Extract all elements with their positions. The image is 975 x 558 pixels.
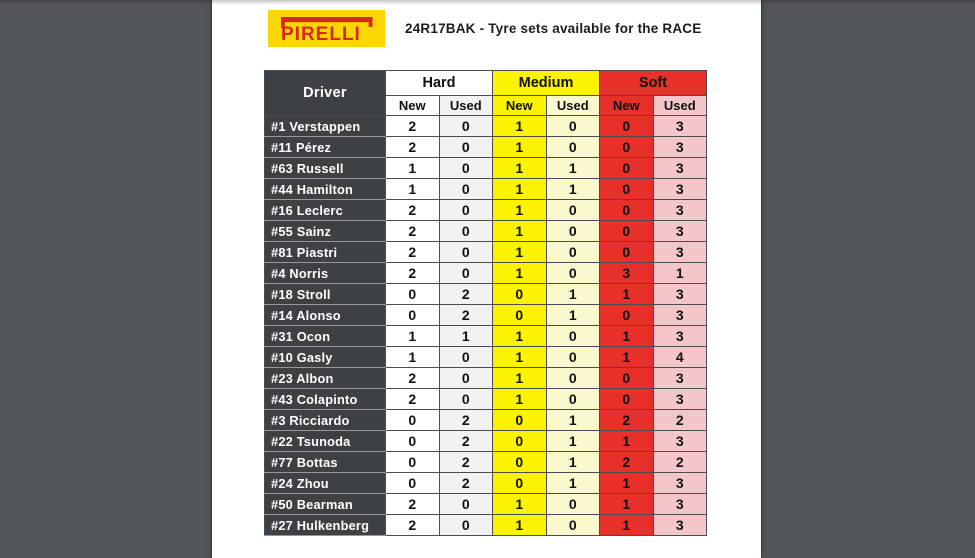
tyre-count-hard_new: 0	[386, 305, 440, 326]
tyre-count-hard_used: 0	[439, 368, 493, 389]
tyre-count-med_new: 0	[493, 473, 547, 494]
tyre-count-hard_new: 0	[386, 284, 440, 305]
tyre-count-med_used: 0	[546, 263, 600, 284]
tyre-count-hard_used: 0	[439, 389, 493, 410]
tyre-count-soft_used: 3	[653, 389, 707, 410]
tyre-count-soft_used: 3	[653, 431, 707, 452]
tyre-count-soft_new: 0	[600, 137, 654, 158]
tyre-count-med_new: 1	[493, 200, 547, 221]
tyre-count-hard_new: 2	[386, 137, 440, 158]
tyre-count-soft_new: 2	[600, 452, 654, 473]
tyre-count-soft_used: 2	[653, 410, 707, 431]
table-row	[265, 494, 707, 515]
driver-name: #11 Pérez	[265, 137, 386, 158]
tyre-count-soft_used: 3	[653, 515, 707, 536]
tyre-count-hard_new: 2	[386, 200, 440, 221]
tyre-count-med_used: 1	[546, 452, 600, 473]
driver-name: #55 Sainz	[265, 221, 386, 242]
tyre-count-hard_new: 1	[386, 179, 440, 200]
tyre-count-soft_used: 1	[653, 263, 707, 284]
tyre-count-med_used: 0	[546, 137, 600, 158]
tyre-count-hard_used: 0	[439, 200, 493, 221]
tyre-count-soft_used: 3	[653, 179, 707, 200]
tyre-count-soft_new: 2	[600, 410, 654, 431]
tyre-count-hard_used: 0	[439, 515, 493, 536]
tyre-count-soft_used: 2	[653, 452, 707, 473]
tyre-count-hard_new: 1	[386, 158, 440, 179]
tyre-count-med_used: 0	[546, 242, 600, 263]
tyre-count-soft_new: 1	[600, 347, 654, 368]
tyre-count-hard_new: 0	[386, 473, 440, 494]
driver-name: #3 Ricciardo	[265, 410, 386, 431]
table-row	[265, 200, 707, 221]
tyre-count-hard_used: 2	[439, 305, 493, 326]
table-row	[265, 452, 707, 473]
tyre-count-soft_used: 3	[653, 158, 707, 179]
driver-name: #23 Albon	[265, 368, 386, 389]
tyre-count-med_new: 1	[493, 263, 547, 284]
tyre-count-med_used: 0	[546, 200, 600, 221]
tyre-count-soft_new: 1	[600, 431, 654, 452]
tyre-count-hard_used: 1	[439, 326, 493, 347]
soft-new-header: New	[600, 96, 654, 116]
tyre-count-med_new: 1	[493, 221, 547, 242]
driver-name: #43 Colapinto	[265, 389, 386, 410]
table-row	[265, 116, 707, 137]
tyre-count-soft_new: 0	[600, 179, 654, 200]
tyre-count-hard_new: 0	[386, 410, 440, 431]
tyre-count-med_new: 0	[493, 452, 547, 473]
tyre-count-hard_used: 2	[439, 473, 493, 494]
driver-name: #44 Hamilton	[265, 179, 386, 200]
tyre-count-soft_used: 3	[653, 284, 707, 305]
tyre-count-med_used: 1	[546, 179, 600, 200]
tyre-count-med_new: 0	[493, 305, 547, 326]
tyre-count-hard_new: 1	[386, 347, 440, 368]
tyre-count-soft_new: 1	[600, 326, 654, 347]
table-row	[265, 242, 707, 263]
tyre-count-soft_used: 3	[653, 368, 707, 389]
tyre-count-soft_new: 0	[600, 221, 654, 242]
table-row	[265, 137, 707, 158]
driver-name: #1 Verstappen	[265, 116, 386, 137]
tyre-count-hard_used: 0	[439, 221, 493, 242]
tyre-count-med_new: 0	[493, 284, 547, 305]
tyre-count-soft_new: 1	[600, 473, 654, 494]
driver-name: #16 Leclerc	[265, 200, 386, 221]
tyre-count-hard_used: 0	[439, 116, 493, 137]
tyre-count-med_new: 1	[493, 179, 547, 200]
medium-new-header: New	[493, 96, 547, 116]
tyre-count-soft_new: 0	[600, 368, 654, 389]
tyre-count-med_used: 1	[546, 473, 600, 494]
driver-name: #81 Piastri	[265, 242, 386, 263]
tyre-count-med_used: 1	[546, 410, 600, 431]
tyre-count-med_used: 0	[546, 494, 600, 515]
tyre-count-soft_new: 1	[600, 515, 654, 536]
driver-name: #14 Alonso	[265, 305, 386, 326]
tyre-count-soft_new: 0	[600, 305, 654, 326]
table-row	[265, 431, 707, 452]
tyre-count-med_new: 1	[493, 389, 547, 410]
table-row	[265, 305, 707, 326]
tyre-count-hard_new: 2	[386, 494, 440, 515]
tyre-count-soft_used: 3	[653, 116, 707, 137]
document-page	[212, 0, 761, 558]
tyre-count-med_used: 0	[546, 326, 600, 347]
driver-name: #22 Tsunoda	[265, 431, 386, 452]
tyre-count-med_new: 1	[493, 242, 547, 263]
tyre-count-hard_new: 2	[386, 242, 440, 263]
document-title: 24R17BAK - Tyre sets available for the RACE	[405, 21, 702, 36]
tyre-count-med_used: 0	[546, 221, 600, 242]
driver-name: #50 Bearman	[265, 494, 386, 515]
driver-name: #77 Bottas	[265, 452, 386, 473]
tyre-count-med_new: 1	[493, 326, 547, 347]
tyre-count-soft_used: 3	[653, 242, 707, 263]
tyre-count-med_new: 1	[493, 116, 547, 137]
tyre-count-med_used: 1	[546, 158, 600, 179]
table-row	[265, 263, 707, 284]
table-row	[265, 326, 707, 347]
tyre-count-med_new: 1	[493, 494, 547, 515]
tyre-count-soft_used: 3	[653, 326, 707, 347]
tyre-count-med_new: 0	[493, 431, 547, 452]
tyre-count-hard_new: 1	[386, 326, 440, 347]
tyre-count-soft_new: 0	[600, 242, 654, 263]
tyre-count-med_used: 0	[546, 389, 600, 410]
pirelli-logo-bar	[281, 17, 373, 22]
tyre-count-soft_used: 3	[653, 305, 707, 326]
tyre-count-soft_new: 1	[600, 494, 654, 515]
medium-compound-header: Medium	[493, 71, 600, 96]
tyre-count-hard_used: 0	[439, 137, 493, 158]
tyre-count-soft_new: 3	[600, 263, 654, 284]
table-row	[265, 473, 707, 494]
tyre-count-hard_used: 0	[439, 242, 493, 263]
tyre-count-hard_used: 2	[439, 284, 493, 305]
driver-name: #31 Ocon	[265, 326, 386, 347]
pirelli-logo	[268, 10, 385, 47]
tyre-count-hard_new: 2	[386, 116, 440, 137]
tyre-count-med_new: 1	[493, 515, 547, 536]
tyre-count-hard_used: 0	[439, 263, 493, 284]
tyre-count-hard_used: 0	[439, 494, 493, 515]
tyre-count-hard_used: 0	[439, 158, 493, 179]
driver-name: #27 Hulkenberg	[265, 515, 386, 536]
tyre-count-soft_used: 3	[653, 221, 707, 242]
tyre-count-med_used: 1	[546, 305, 600, 326]
tyre-count-soft_new: 0	[600, 200, 654, 221]
driver-name: #24 Zhou	[265, 473, 386, 494]
table-row	[265, 515, 707, 536]
table-row	[265, 368, 707, 389]
tyre-count-med_new: 1	[493, 368, 547, 389]
pirelli-logo-wordmark: PIRELLI	[281, 24, 361, 45]
driver-name: #18 Stroll	[265, 284, 386, 305]
tyre-count-hard_new: 2	[386, 515, 440, 536]
tyre-count-med_used: 0	[546, 368, 600, 389]
table-row	[265, 284, 707, 305]
tyre-count-med_used: 0	[546, 515, 600, 536]
medium-used-header: Used	[546, 96, 600, 116]
table-row	[265, 389, 707, 410]
tyre-count-hard_used: 0	[439, 179, 493, 200]
tyre-count-soft_used: 4	[653, 347, 707, 368]
tyre-count-soft_new: 0	[600, 116, 654, 137]
tyre-count-soft_used: 3	[653, 200, 707, 221]
tyre-count-med_new: 1	[493, 347, 547, 368]
hard-new-header: New	[386, 96, 440, 116]
soft-compound-header: Soft	[600, 71, 707, 96]
table-row	[265, 158, 707, 179]
tyre-count-med_used: 1	[546, 431, 600, 452]
tyre-count-soft_new: 0	[600, 389, 654, 410]
tyre-count-hard_new: 0	[386, 431, 440, 452]
table-row	[265, 410, 707, 431]
tyre-count-med_used: 0	[546, 116, 600, 137]
tyre-count-hard_used: 0	[439, 347, 493, 368]
tyre-count-hard_used: 2	[439, 452, 493, 473]
document-header	[212, 0, 761, 60]
tyre-count-hard_new: 2	[386, 389, 440, 410]
driver-name: #10 Gasly	[265, 347, 386, 368]
tyre-count-hard_new: 2	[386, 263, 440, 284]
tyre-count-soft_used: 3	[653, 473, 707, 494]
tyre-count-soft_new: 0	[600, 158, 654, 179]
tyre-count-med_used: 0	[546, 347, 600, 368]
driver-column-header: Driver	[265, 71, 386, 116]
soft-used-header: Used	[653, 96, 707, 116]
tyre-count-soft_new: 1	[600, 284, 654, 305]
tyre-count-med_new: 1	[493, 137, 547, 158]
hard-compound-header: Hard	[386, 71, 493, 96]
table-row	[265, 179, 707, 200]
tyre-count-med_new: 1	[493, 158, 547, 179]
tyre-count-soft_used: 3	[653, 494, 707, 515]
tyre-count-hard_new: 2	[386, 368, 440, 389]
tyre-table-body	[265, 116, 707, 536]
tyre-count-hard_used: 2	[439, 431, 493, 452]
pirelli-logo-bar-hook	[369, 17, 373, 27]
driver-name: #63 Russell	[265, 158, 386, 179]
tyre-count-hard_new: 0	[386, 452, 440, 473]
hard-used-header: Used	[439, 96, 493, 116]
tyre-count-hard_new: 2	[386, 221, 440, 242]
tyre-count-hard_used: 2	[439, 410, 493, 431]
tyre-sets-table	[264, 70, 707, 536]
tyre-count-soft_used: 3	[653, 137, 707, 158]
table-row	[265, 347, 707, 368]
tyre-count-med_new: 0	[493, 410, 547, 431]
driver-name: #4 Norris	[265, 263, 386, 284]
table-row	[265, 221, 707, 242]
tyre-count-med_used: 1	[546, 284, 600, 305]
